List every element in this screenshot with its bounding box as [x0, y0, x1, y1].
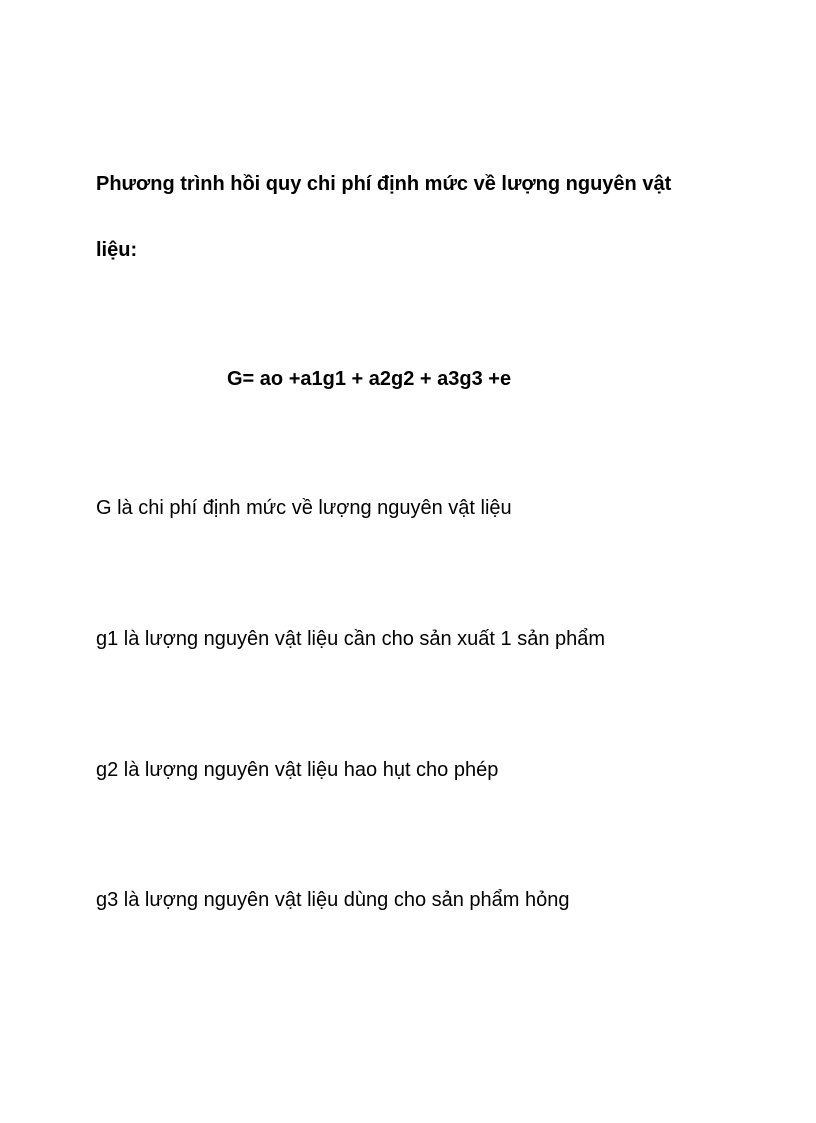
definition-g1: g1 là lượng nguyên vật liệu cần cho sản xuất 1 sản phẩm	[96, 628, 606, 650]
heading-line-1: Phương trình hồi quy chi phí định mức về lượng nguyên vật	[96, 173, 672, 195]
definition-g3: g3 là lượng nguyên vật liệu dùng cho sản phẩm hỏng	[96, 889, 570, 911]
heading-line-2: liệu:	[96, 239, 138, 261]
regression-formula: G= ao +a1g1 + a2g2 + a3g3 +e	[227, 368, 512, 390]
definition-g2: g2 là lượng nguyên vật liệu hao hụt cho phép	[96, 759, 499, 781]
definition-g: G là chi phí định mức về lượng nguyên vật liệu	[96, 497, 512, 519]
